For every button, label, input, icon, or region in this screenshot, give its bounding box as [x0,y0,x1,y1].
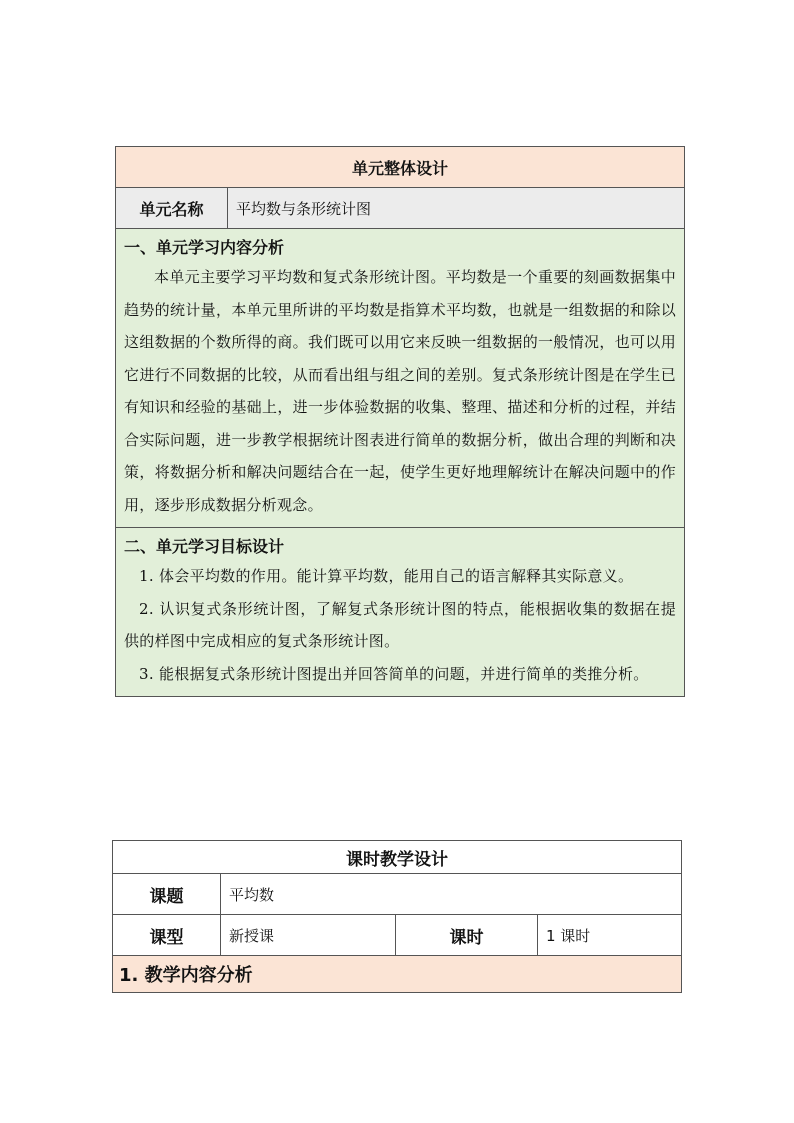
unit-design-title: 单元整体设计 [116,147,685,188]
unit-design-table [115,146,685,697]
content-analysis-section [116,229,685,528]
period-label: 课时 [396,915,538,956]
lesson-type-label: 课型 [113,915,221,956]
topic-label: 课题 [113,874,221,915]
lesson-type-value: 新授课 [221,915,396,956]
content-analysis-heading: 一、单元学习内容分析 [124,238,285,257]
learning-goals-heading: 二、单元学习目标设计 [124,537,285,556]
learning-goals-section [116,528,685,697]
unit-name-value: 平均数与条形统计图 [228,188,685,229]
lesson-design-title: 课时教学设计 [113,841,682,874]
unit-name-label: 单元名称 [116,188,228,229]
topic-value: 平均数 [221,874,682,915]
lesson-design-table [112,840,682,993]
learning-goal-item: 3. 能根据复式条形统计图提出并回答简单的问题，并进行简单的类推分析。 [139,664,649,683]
content-analysis-paragraph: 本单元主要学习平均数和复式条形统计图。平均数是一个重要的刻画数据集中趋势的统计量，本单元里所讲的平均数是指算术平均数，也就是一组数据的和除以这组数据的个数所得的商。我们既可以用它来反映一组数据的一般情况，也可以用它进行不同数据的比较，从而看出组与组之间的差别。复式条形统计图是在学生已有知识和经验的基础上，进一步体验数据的收集、整理、描述和分析的过程，并结合实际问题，进一步教学根据统计图表进行简单的数据分析，做出合理的判断和决策，将数据分析和解决问题结合在一起，使学生更好地理解统计在解决问题中的作用，逐步形成数据分析观念。 [124,268,677,514]
learning-goal-item: 1. 体会平均数的作用。能计算平均数，能用自己的语言解释其实际意义。 [139,567,634,585]
learning-goal-item: 2. 认识复式条形统计图，了解复式条形统计图的特点，能根据收集的数据在提供的样图中完成相应的复式条形统计图。 [124,599,677,650]
teaching-content-heading: 1. 教学内容分析 [113,956,682,993]
period-value: 1 课时 [538,915,682,956]
